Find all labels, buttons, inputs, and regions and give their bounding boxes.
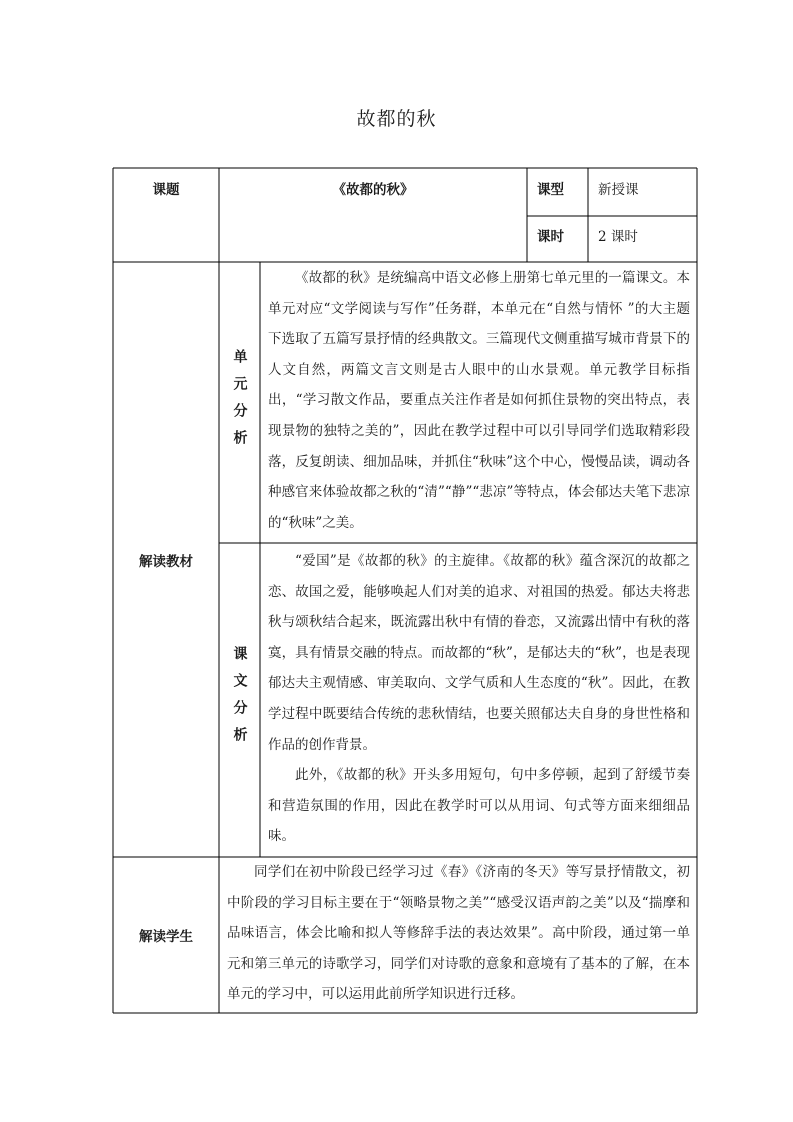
text-analysis-paragraph-2: 此外，《故都的秋》开头多用短句，句中多停顿，起到了舒缓节奏和营造氛围的作用，因此在教学时可以从用词、句式等方面来细细品味。 [268,767,690,845]
unit-analysis-cell [260,262,697,543]
hours-label: 课时 [537,229,564,245]
hours-value: 2 课时 [598,229,638,245]
type-value: 新授课 [598,182,639,198]
text-analysis-label: 课文分析 [231,646,248,754]
reading-students-cell [219,857,697,1013]
unit-analysis-text: 《故都的秋》是统编高中语文必修上册第七单元里的一篇课文。本单元对应“文学阅读与写作”任务群，本单元在“自然与情怀 ”的大主题下选取了五篇写景抒情的经典散文。三篇现代文侧重描写城市背景下的人文自然，两篇文言文则是古人眼中的山水景观。单元教学目标指出，“学习散文作品，要重点关注作者是如何抓住景物的突出特点，表现景物的独特之美的”，因此在教学过程中可以引导同学们选取精彩段落，反复朗读、细加品味，并抓住“秋味”这个中心，慢慢品读，调动各种感官来体验故都之秋的“清”“静”“悲凉”等特点，体会郁达夫笔下悲凉的“秋味”之美。 [268,270,690,531]
type-label: 课型 [537,182,564,198]
reading-textbook-label: 解读教材 [139,553,193,570]
text-analysis-paragraph-1: “爱国”是《故都的秋》的主旋律。《故都的秋》蕴含深沉的故都之恋、故国之爱，能够唤起人们对美的追求、对祖国的热爱。郁达夫将悲秋与颂秋结合起来，既流露出秋中有情的眷恋，又流露出情中有秋的落寞，具有情景交融的特点。而故都的“秋”，是郁达夫的“秋”，也是表现郁达夫主观情感、审美取向、文学气质和人生态度的“秋”。因此，在教学过程中既要结合传统的悲秋情结，也要关照郁达夫自身的身世性格和作品的创作背景。 [268,553,690,753]
topic-label: 课题 [152,182,180,198]
reading-students-text: 同学们在初中阶段已经学习过《春》《济南的冬天》等写景抒情散文，初中阶段的学习目标主要在于“领略景物之美”“感受汉语声韵之美”以及“揣摩和品味语言，体会比喻和拟人等修辞手法的表达效果”。高中阶段，通过第一单元和第三单元的诗歌学习，同学们对诗歌的意象和意境有了基本的了解，在本单元的学习中，可以运用此前所学知识进行迁移。 [227,864,690,1003]
unit-analysis-label: 单元分析 [231,348,248,457]
reading-students-label: 解读学生 [139,929,193,945]
text-analysis-cell [260,543,697,857]
topic-value: 《故都的秋》 [332,182,414,198]
document-title: 故都的秋 [356,108,437,130]
